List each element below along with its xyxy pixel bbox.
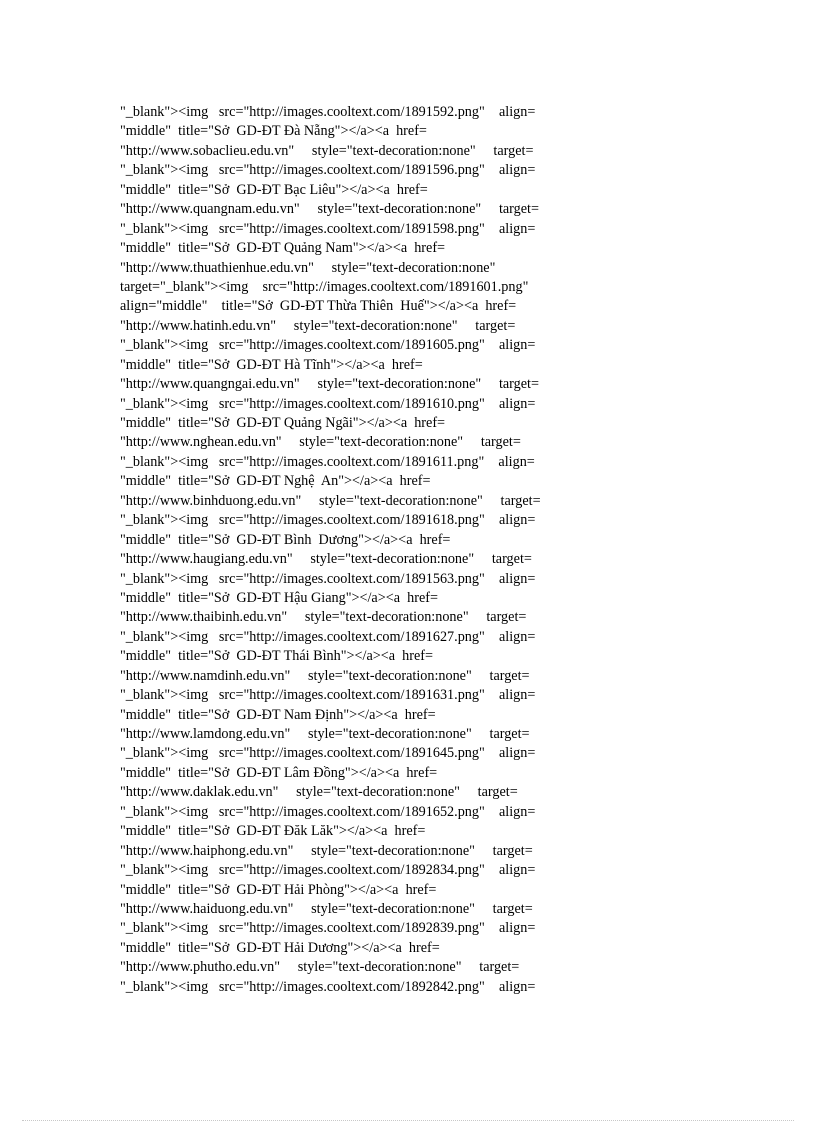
text-line: "http://www.namdinh.edu.vn" style="text-decoration:none" target= [120,667,530,684]
text-line: "_blank"><img src="http://images.cooltext.com/1891610.png" align= [120,395,536,412]
text-line: "middle" title="Sở GD-ĐT Đăk Lăk"></a><a href= [120,823,426,840]
text-line: "_blank"><img src="http://images.cooltext.com/1891618.png" align= [120,512,536,529]
text-line: "http://www.quangngai.edu.vn" style="text-decoration:none" target= [120,376,539,393]
text-line: "_blank"><img src="http://images.cooltext.com/1891592.png" align= [120,104,536,120]
text-line: "middle" title="Sở GD-ĐT Bình Dương"></a><a href= [120,531,451,548]
page-bottom-divider [22,1120,794,1121]
text-line: "middle" title="Sở GD-ĐT Quảng Nam"></a><a href= [120,240,446,257]
text-line: "middle" title="Sở GD-ĐT Quảng Ngãi"></a><a href= [120,415,446,431]
text-line: "_blank"><img src="http://images.cooltext.com/1892839.png" align= [120,920,536,937]
text-line: "http://www.thaibinh.edu.vn" style="text-decoration:none" target= [120,609,527,626]
text-line: "_blank"><img src="http://images.cooltext.com/1891598.png" align= [120,220,536,237]
text-line: "middle" title="Sở GD-ĐT Hải Dương"></a><a href= [120,939,440,956]
text-line: "http://www.haiduong.edu.vn" style="text-decoration:none" target= [120,900,533,917]
text-line: "middle" title="Sở GD-ĐT Bạc Liêu"></a><a href= [120,181,428,198]
text-line: "_blank"><img src="http://images.cooltext.com/1891627.png" align= [120,628,536,645]
text-line: "http://www.haiphong.edu.vn" style="text-decoration:none" target= [120,842,533,859]
text-line: "http://www.quangnam.edu.vn" style="text-decoration:none" target= [120,201,539,218]
text-line: "http://www.nghean.edu.vn" style="text-decoration:none" target= [120,434,521,451]
text-line: "_blank"><img src="http://images.cooltext.com/1892842.png" align= [120,978,536,995]
text-line: "middle" title="Sở GD-ĐT Hải Phòng"></a><a href= [120,881,437,898]
text-line: "_blank"><img src="http://images.cooltext.com/1891605.png" align= [120,337,536,354]
text-line: "_blank"><img src="http://images.cooltext.com/1892834.png" align= [120,862,536,879]
text-line: "http://www.lamdong.edu.vn" style="text-decoration:none" target= [120,726,530,742]
text-line: "middle" title="Sở GD-ĐT Thái Bình"></a><a href= [120,648,433,665]
text-line: align="middle" title="Sở GD-ĐT Thừa Thiên Huế"></a><a href= [120,298,517,315]
text-line: target="_blank"><img src="http://images.cooltext.com/1891601.png" [120,278,529,295]
text-line: "http://www.hatinh.edu.vn" style="text-decoration:none" target= [120,317,516,334]
text-line: "http://www.sobaclieu.edu.vn" style="text-decoration:none" target= [120,142,534,159]
text-line: "_blank"><img src="http://images.cooltext.com/1891596.png" align= [120,162,536,179]
text-line: "middle" title="Sở GD-ĐT Hậu Giang"></a><a href= [120,589,438,606]
text-line: "_blank"><img src="http://images.cooltext.com/1891563.png" align= [120,570,536,587]
text-line: "_blank"><img src="http://images.cooltext.com/1891652.png" align= [120,803,536,820]
text-line: "middle" title="Sở GD-ĐT Lâm Đồng"></a><a href= [120,764,438,781]
text-line: "_blank"><img src="http://images.cooltext.com/1891645.png" align= [120,745,536,762]
text-line: "middle" title="Sở GD-ĐT Đà Nẵng"></a><a href= [120,123,427,140]
text-line: "http://www.binhduong.edu.vn" style="text-decoration:none" target= [120,492,541,509]
text-line: "_blank"><img src="http://images.cooltext.com/1891611.png" align= [120,453,535,470]
text-line: "http://www.thuathienhue.edu.vn" style="text-decoration:none" [120,259,496,276]
text-line: "middle" title="Sở GD-ĐT Nam Định"></a><a href= [120,706,436,723]
text-line: "middle" title="Sở GD-ĐT Nghệ An"></a><a href= [120,473,431,490]
document-body-text [120,103,570,997]
text-line: "_blank"><img src="http://images.cooltext.com/1891631.png" align= [120,687,536,704]
text-line: "http://www.phutho.edu.vn" style="text-decoration:none" target= [120,959,520,976]
text-line: "http://www.daklak.edu.vn" style="text-decoration:none" target= [120,784,518,801]
text-line: "middle" title="Sở GD-ĐT Hà Tĩnh"></a><a href= [120,356,423,373]
text-line: "http://www.haugiang.edu.vn" style="text-decoration:none" target= [120,551,532,568]
